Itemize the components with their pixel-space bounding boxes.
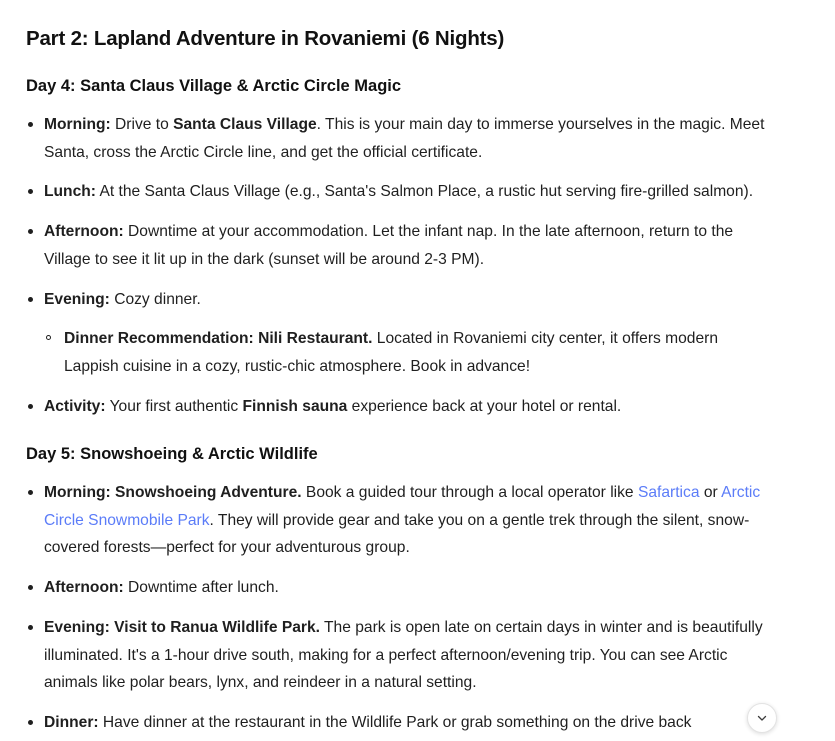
section-heading-day-5: Day 5: Snowshoeing & Arctic Wildlife: [26, 444, 318, 463]
item-text-after: . This is your main day to immerse yourselves in the magic. Meet Santa, cross the Arctic Circle line, and get the official certificate.: [44, 115, 765, 161]
item-text: Downtime after lunch.: [123, 579, 279, 597]
item-emphasis: Finnish sauna: [242, 397, 348, 415]
chevron-down-icon: [755, 711, 769, 725]
list-item: [26, 574, 775, 602]
section-heading-day-4: Day 4: Santa Claus Village & Arctic Circle Magic: [26, 76, 402, 95]
link-arctic-circle-snowmobile-park[interactable]: Arctic Circle Snowmobile Park: [44, 483, 761, 529]
item-emphasis: Santa Claus Village: [173, 115, 317, 133]
item-text: At the Santa Claus Village (e.g., Santa's Salmon Place, a rustic hut serving fire-grilled salmon).: [95, 183, 754, 201]
link-safartica[interactable]: Safartica: [637, 483, 700, 501]
list-item: [26, 709, 775, 737]
item-text-before: Book a guided tour through a local operator like: [301, 483, 638, 501]
list-item: [26, 479, 775, 562]
page-title: Part 2: Lapland Adventure in Rovaniemi (6 Nights): [26, 27, 505, 50]
item-label: Evening: Visit to Ranua Wildlife Park.: [44, 618, 320, 636]
sub-list-dinner-recommendation: [44, 325, 775, 381]
item-label: Evening:: [44, 290, 110, 308]
item-label: Morning: Snowshoeing Adventure.: [44, 483, 302, 501]
item-label: Morning:: [44, 115, 111, 133]
list-item: [26, 178, 775, 206]
list-item: [26, 393, 775, 421]
scroll-to-bottom-button[interactable]: [747, 703, 777, 733]
item-text-before: Your first authentic: [105, 397, 243, 415]
item-text-between: or: [699, 483, 722, 501]
item-text-before: Drive to: [110, 115, 174, 133]
item-label: Lunch:: [44, 183, 96, 201]
list-item: [26, 614, 775, 697]
itinerary-list-day-5: [26, 479, 775, 737]
item-text: Cozy dinner.: [109, 290, 201, 308]
page-right-margin: [827, 0, 835, 741]
item-text: The park is open late on certain days in winter and is beautifully illuminated. It's a 1-hour drive south, making for a perfect afternoon/evening trip. You can see Arctic animals like polar bears, lynx, and reindeer in a natural setting.: [44, 618, 763, 692]
list-item: [26, 286, 775, 381]
item-text-after: experience back at your hotel or rental.: [347, 397, 622, 415]
item-label: Afternoon:: [44, 579, 124, 597]
list-item: [26, 111, 775, 167]
item-label: Activity:: [44, 397, 106, 415]
sub-item-text: Located in Rovaniemi city center, it offers modern Lappish cuisine in a cozy, rustic-chic atmosphere. Book in advance!: [64, 330, 719, 376]
item-text: Downtime at your accommodation. Let the infant nap. In the late afternoon, return to the Village to see it lit up in the dark (sunset will be around 2-3 PM).: [44, 223, 734, 268]
item-label: Dinner:: [44, 714, 99, 732]
item-label: Afternoon:: [44, 223, 124, 241]
item-text: Have dinner at the restaurant in the Wildlife Park or grab something on the drive back: [98, 714, 692, 732]
sub-list-item: [44, 325, 775, 381]
item-text-after: . They will provide gear and take you on a gentle trek through the silent, snow-covered forests—perfect for your adventurous group.: [44, 511, 750, 557]
list-item: [26, 218, 775, 274]
itinerary-list-day-4: [26, 111, 775, 421]
sub-item-label: Dinner Recommendation: Nili Restaurant.: [64, 330, 373, 348]
